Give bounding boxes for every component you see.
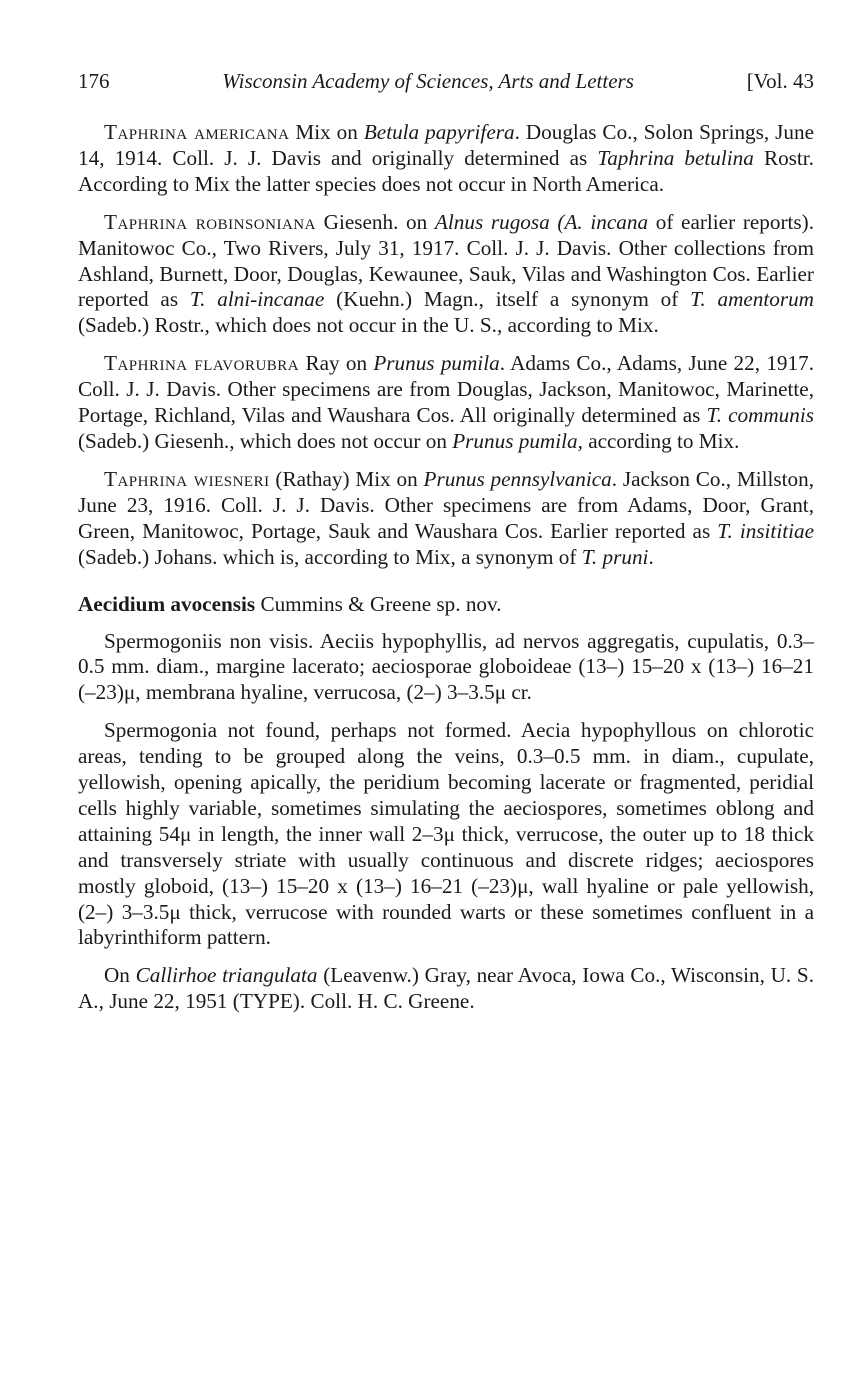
english-description: Spermogonia not found, perhaps not formed. Aecia hypophyllous on chlorotic areas, tending to be grouped along the veins, 0.3–0.5 mm. in diam., cupulate, yellowish, opening apically, the peridium becoming lacerate or fragmented, peridial cells highly variable, sometimes simulating the aeciospores, sometimes oblong and attaining 54μ in length, the inner wall 2–3μ thick, verrucose, the outer up to 18 thick and transversely striate with usually continuous and discrete ridges; aeciospores mostly globoid, (13–) 15–20 x (13–) 16–21 (–23)μ, wall hyaline or pale yellowish, (2–) 3–3.5μ thick, verrucose with rounded warts or these sometimes confluent in a labyrinthiform pattern. bbox=[78, 718, 814, 950]
new-species-heading bbox=[78, 591, 814, 617]
entry-taphrina-americana: Taphrina americana Mix on Betula papyrifera. Douglas Co., Solon Springs, June 14, 1914. Coll. J. J. Davis and originally determined as Taphrina betulina Rostr. According to Mix the latter species does not occur in North America. bbox=[78, 120, 814, 196]
page-number: 176 bbox=[78, 69, 110, 93]
host-name: Prunus pumila bbox=[373, 351, 500, 376]
volume-label: [Vol. 43 bbox=[746, 69, 814, 93]
species-name: Taphrina wiesneri bbox=[104, 466, 270, 491]
host-name: Prunus pennsylvanica bbox=[423, 466, 612, 491]
entry-taphrina-robinsoniana: Taphrina robinsoniana Giesenh. on Alnus rugosa (A. incana of earlier reports). Manitowoc Co., Two Rivers, July 31, 1917. Coll. J. J. Davis. Other collections from Ashland, Burnett, Door, Douglas, Kewaunee, Sauk, Vilas and Washington Cos. Earlier reported as T. alni-incanae (Kuehn.) Magn., itself a synonym of T. amentorum (Sadeb.) Rostr., which does not occur in the U. S., according to Mix. bbox=[78, 209, 815, 338]
page bbox=[78, 66, 814, 1027]
new-species-authority: Cummins & Greene sp. nov. bbox=[255, 591, 502, 616]
latin-description: Spermogoniis non visis. Aeciis hypophyllis, ad nervos aggregatis, cupulatis, 0.3–0.5 mm. diam., margine lacerato; aeciosporae globoideae (13–) 15–20 x (13–) 16–21 (–23)μ, membrana hyaline, verrucosa, (2–) 3–3.5μ cr. bbox=[78, 628, 814, 705]
new-species-name: Aecidium avocensis bbox=[78, 591, 256, 616]
host-name: Callirhoe triangulata bbox=[135, 963, 318, 988]
type-record: On Callirhoe triangulata (Leavenw.) Gray, near Avoca, Iowa Co., Wisconsin, U. S. A., June 22, 1951 (TYPE). Coll. H. C. Greene. bbox=[78, 963, 814, 1014]
running-title: Wisconsin Academy of Sciences, Arts and Letters bbox=[222, 69, 634, 93]
species-name: Taphrina americana bbox=[104, 120, 290, 144]
entry-taphrina-flavorubra: Taphrina flavorubra Ray on Prunus pumila. Adams Co., Adams, June 22, 1917. Coll. J. J. Davis. Other specimens are from Douglas, Jackson, Manitowoc, Marinette, Portage, Richland, Vilas and Waushara Cos. All originally determined as T. communis (Sadeb.) Giesenh., which does not occur on Prunus pumila, according to Mix. bbox=[78, 351, 814, 453]
entry-taphrina-wiesneri: Taphrina wiesneri (Rathay) Mix on Prunus pennsylvanica. Jackson Co., Millston, June 23, 1916. Coll. J. J. Davis. Other specimens are from Adams, Door, Grant, Green, Manitowoc, Portage, Sauk and Waushara Cos. Earlier reported as T. insititiae (Sadeb.) Johans. which is, according to Mix, a synonym of T. pruni. bbox=[78, 466, 814, 569]
running-header bbox=[78, 66, 814, 96]
species-name: Taphrina robinsoniana bbox=[104, 209, 316, 234]
host-name: Alnus rugosa (A. incana bbox=[434, 209, 649, 234]
species-name: Taphrina flavorubra bbox=[104, 351, 300, 376]
host-name: Betula papyrifera bbox=[363, 120, 515, 144]
